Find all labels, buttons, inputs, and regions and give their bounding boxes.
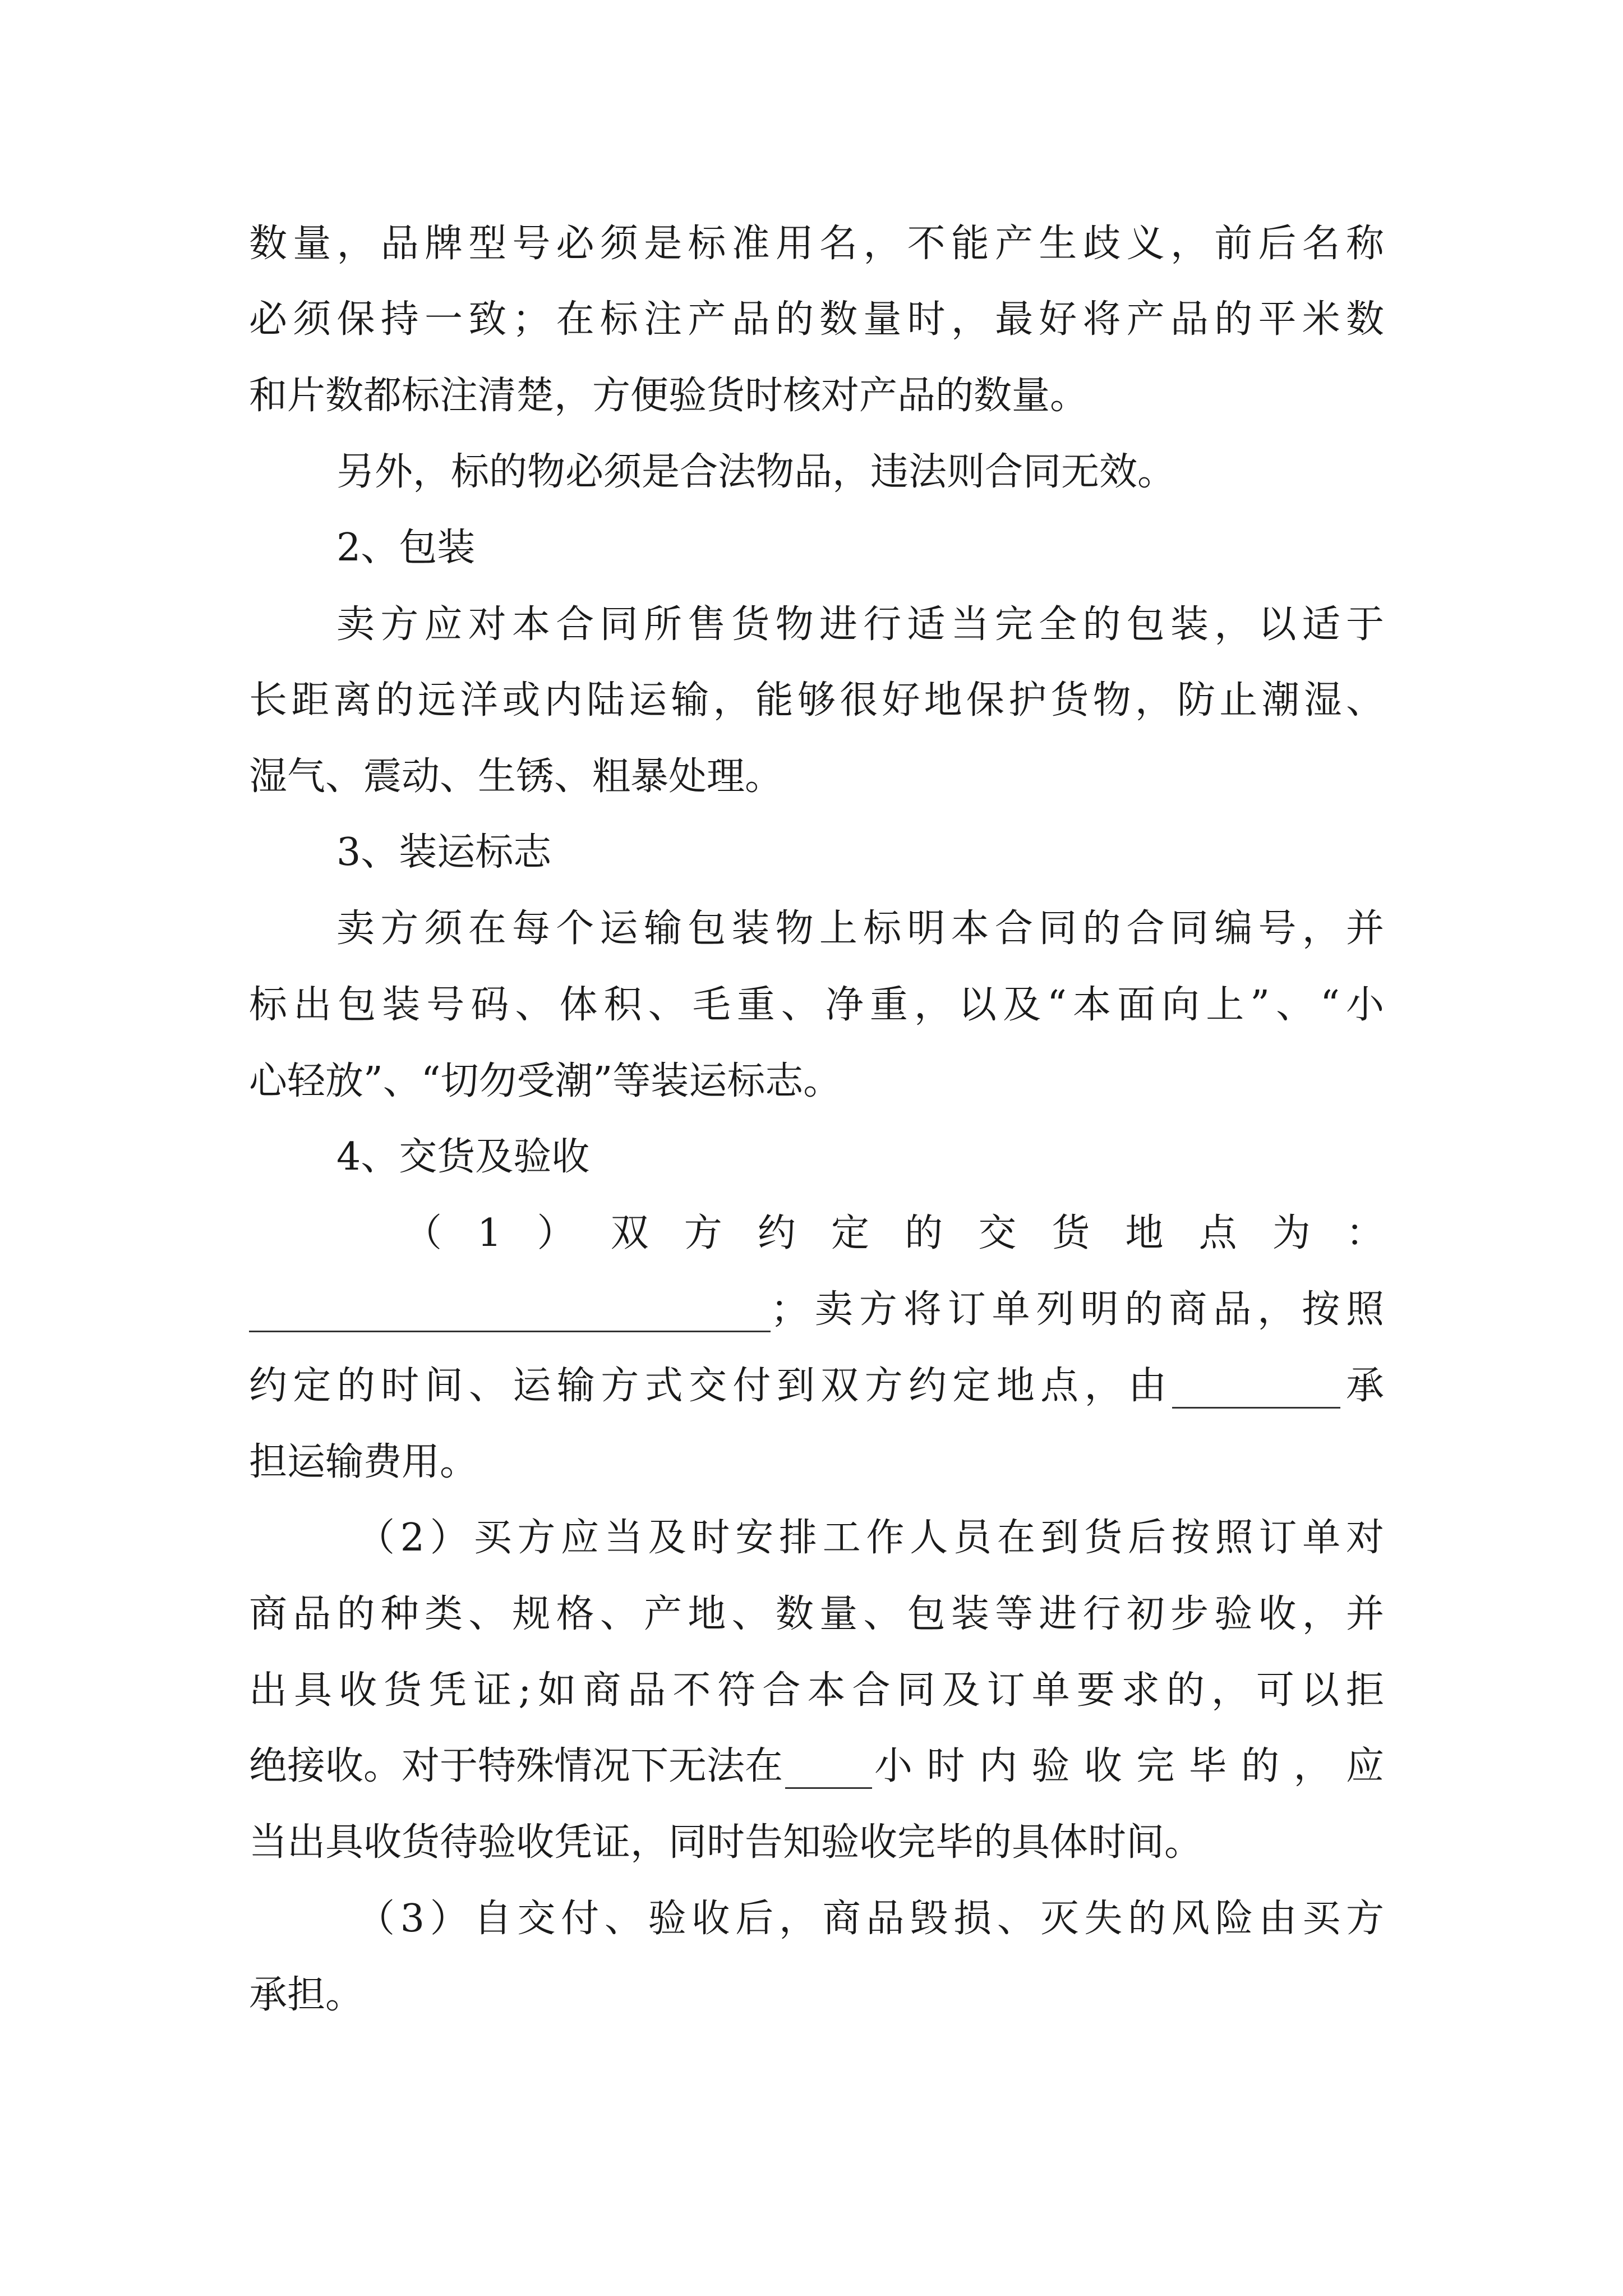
paragraph-line: 承	[1345, 1364, 1384, 1408]
inspection-hours-line	[249, 1744, 1384, 1789]
paragraph-line: 另外，标的物必须是合法物品，违法则合同无效。	[336, 450, 1176, 494]
spread-char: 地	[1125, 1211, 1164, 1255]
paragraph-line: 数量，品牌型号必须是标准用名，不能产生歧义，前后名称	[249, 222, 1384, 266]
paragraph-line: （3）自交付、验收后，商品毁损、灭失的风险由买方	[357, 1897, 1384, 1941]
paragraph-line: 和片数都标注清楚，方便验货时核对产品的数量。	[249, 374, 1089, 418]
section-heading: 2、包装	[336, 526, 476, 570]
paragraph-line: 长距离的远洋或内陆运输，能够很好地保护货物，防止潮湿、	[249, 678, 1384, 723]
paragraph-line: （2）买方应当及时安排工作人员在到货后按照订单对	[357, 1516, 1384, 1560]
paragraph-line: 当出具收货待验收凭证，同时告知验收完毕的具体时间。	[249, 1820, 1203, 1865]
paragraph-line: 标出包装号码、体积、毛重、净重，以及“本面向上”、“小	[249, 983, 1384, 1027]
spread-char: 双	[610, 1211, 649, 1255]
spread-char: ：	[1345, 1211, 1384, 1255]
spread-char: 的	[905, 1211, 943, 1255]
spread-char: 方	[684, 1211, 722, 1255]
paragraph-line: 心轻放”、“切勿受潮”等装运标志。	[249, 1059, 842, 1103]
paragraph-line: 担运输费用。	[249, 1440, 478, 1484]
paragraph-line: 小时内验收完毕的，应	[874, 1744, 1384, 1788]
section-heading: 4、交货及验收	[336, 1135, 590, 1179]
paragraph-line: 承担。	[249, 1973, 364, 2017]
paragraph-line: 湿气、震动、生锈、粗暴处理。	[249, 754, 783, 799]
section-heading: 3、装运标志	[336, 830, 552, 875]
delivery-place-blank[interactable]	[249, 1296, 771, 1332]
freight-payer-line	[249, 1364, 1384, 1409]
paragraph-line: 必须保持一致；在标注产品的数量时，最好将产品的平米数	[249, 297, 1384, 342]
paragraph-line: 绝接收。对于特殊情况下无法在	[249, 1744, 783, 1788]
spread-char: 点	[1198, 1211, 1237, 1255]
spread-char: 为	[1272, 1211, 1311, 1255]
spread-char: ）	[537, 1211, 575, 1255]
paragraph-line: 商品的种类、规格、产地、数量、包装等进行初步验收，并	[249, 1592, 1384, 1636]
spread-char: 约	[757, 1211, 796, 1255]
spread-char: （	[404, 1211, 442, 1255]
spread-char: 交	[978, 1211, 1017, 1255]
spread-char: 定	[831, 1211, 870, 1255]
spread-char: 货	[1052, 1211, 1090, 1255]
freight-payer-blank[interactable]	[1172, 1372, 1340, 1409]
delivery-place-blank-line	[249, 1287, 1384, 1332]
inspection-hours-blank[interactable]	[785, 1752, 872, 1789]
delivery-place-line	[404, 1211, 1384, 1256]
paragraph-line: 约定的时间、运输方式交付到双方约定地点，由	[249, 1364, 1166, 1408]
spread-char: 1	[477, 1211, 502, 1255]
paragraph-line: 出具收货凭证;如商品不符合本合同及订单要求的，可以拒	[249, 1668, 1384, 1713]
paragraph-line: 卖方应对本合同所售货物进行适当完全的包装，以适于	[336, 602, 1384, 647]
paragraph-line: 卖方须在每个运输包装物上标明本合同的合同编号，并	[336, 907, 1384, 951]
paragraph-line: ；卖方将订单列明的商品，按照	[771, 1287, 1384, 1332]
